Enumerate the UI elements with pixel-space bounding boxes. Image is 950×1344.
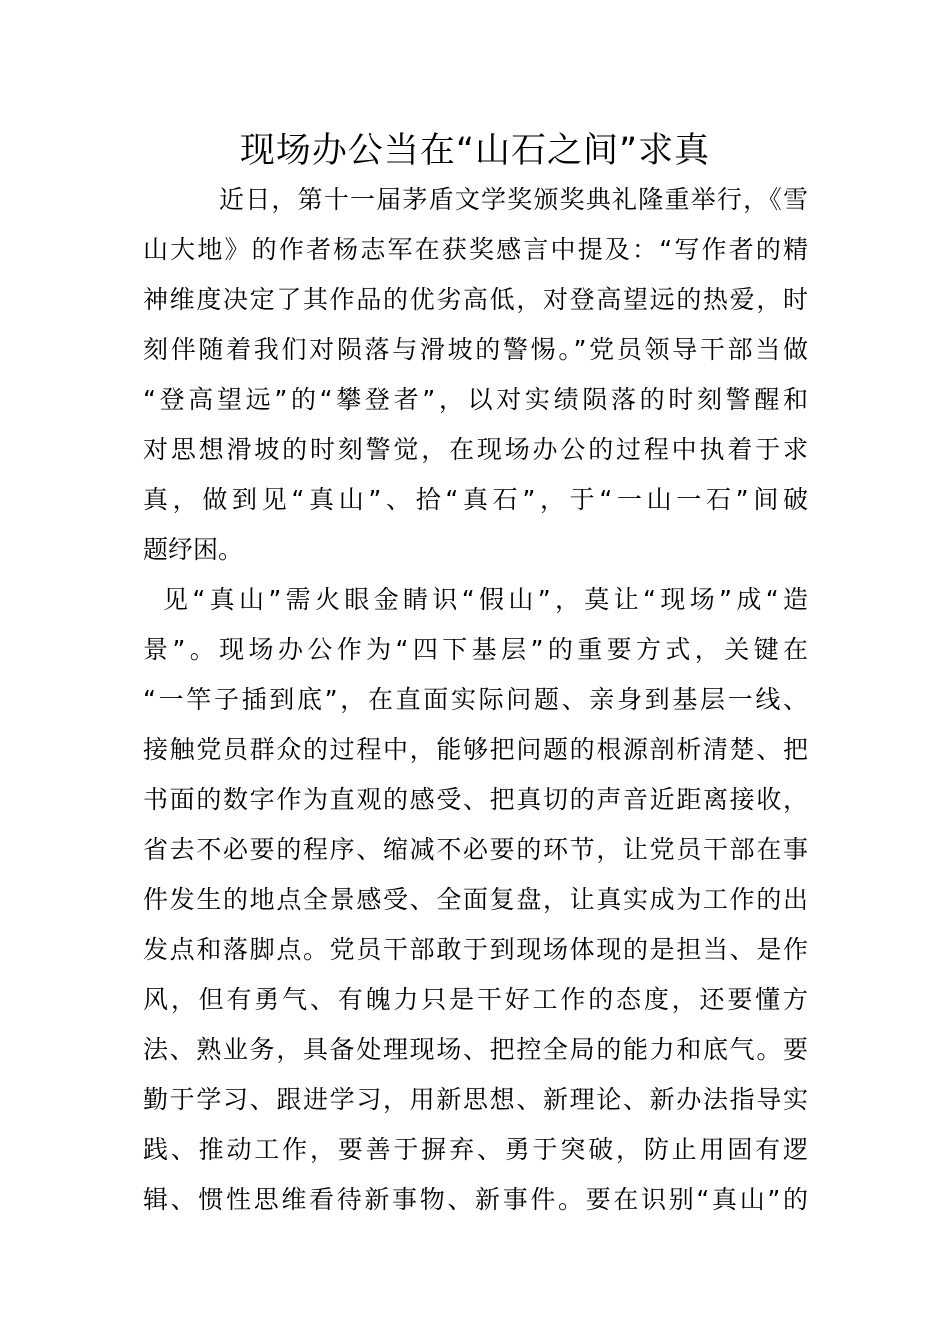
paragraph-line: 书面的数字作为直观的感受、把真切的声音近距离接收， — [143, 785, 808, 814]
paragraph-line: 见“真山”需火眼金睛识“假山”，莫让“现场”成“造 — [163, 585, 808, 614]
paragraph-line: 勤于学习、跟进学习，用新思想、新理论、新办法指导实 — [143, 1085, 808, 1114]
paragraph-line: 对思想滑坡的时刻警觉，在现场办公的过程中执着于求 — [143, 435, 808, 464]
document-title: 现场办公当在“山石之间”求真 — [239, 131, 711, 171]
paragraph-line: 山大地》的作者杨志军在获奖感言中提及：“写作者的精 — [143, 235, 808, 264]
paragraph-line: 法、熟业务，具备处理现场、把控全局的能力和底气。要 — [143, 1035, 808, 1064]
paragraph-line: 省去不必要的程序、缩减不必要的环节，让党员干部在事 — [143, 835, 808, 864]
paragraph-line: 件发生的地点全景感受、全面复盘，让真实成为工作的出 — [143, 885, 808, 914]
paragraph-line: 神维度决定了其作品的优劣高低，对登高望远的热爱，时 — [143, 285, 808, 314]
paragraph-line: 辑、惯性思维看待新事物、新事件。要在识别“真山”的 — [143, 1185, 808, 1214]
paragraph-line: 真，做到见“真山”、拾“真石”，于“一山一石”间破 — [143, 485, 808, 514]
paragraph-line: 近日，第十一届茅盾文学奖颁奖典礼隆重举行，《雪 — [219, 185, 808, 214]
paragraph-line: 刻伴随着我们对陨落与滑坡的警惕。”党员领导干部当做 — [143, 335, 808, 364]
paragraph-line: 践、推动工作，要善于摒弃、勇于突破，防止用固有逻 — [143, 1135, 808, 1164]
document-body — [143, 175, 808, 1225]
paragraph-line: “登高望远”的“攀登者”，以对实绩陨落的时刻警醒和 — [143, 385, 808, 414]
paragraph-line: 发点和落脚点。党员干部敢于到现场体现的是担当、是作 — [143, 935, 808, 964]
paragraph-line: “一竿子插到底”，在直面实际问题、亲身到基层一线、 — [143, 685, 808, 714]
paragraph-line: 风，但有勇气、有魄力只是干好工作的态度，还要懂方 — [143, 985, 808, 1014]
paragraph-line: 景”。现场办公作为“四下基层”的重要方式，关键在 — [143, 635, 808, 664]
paragraph-line: 接触党员群众的过程中，能够把问题的根源剖析清楚、把 — [143, 735, 808, 764]
paragraph-line: 题纾困。 — [143, 535, 244, 564]
